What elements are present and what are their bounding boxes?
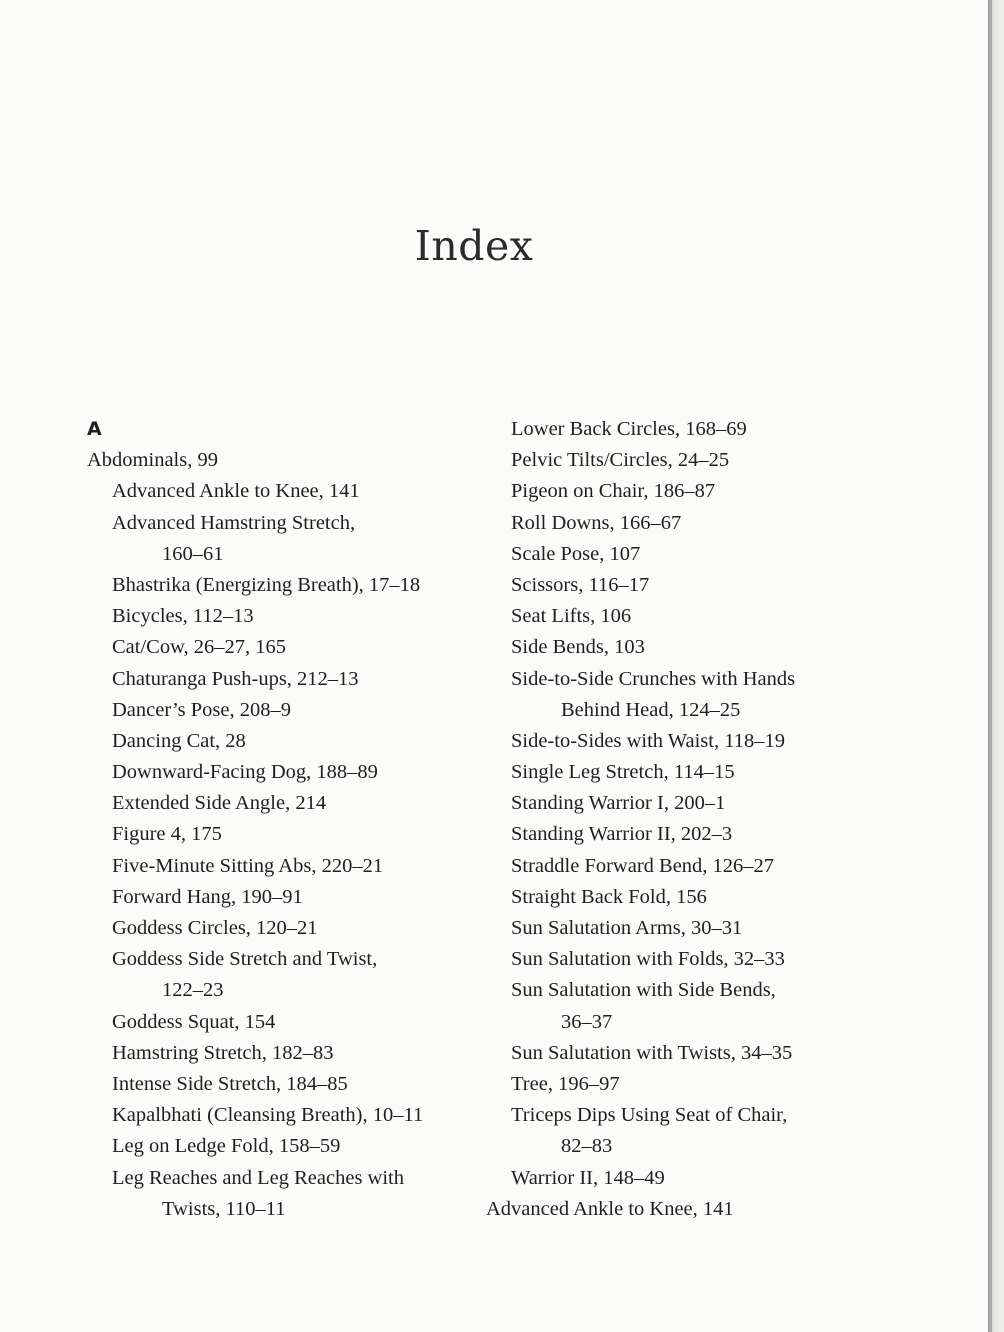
index-column-right [486,414,886,1225]
index-entry: Kapalbhati (Cleansing Breath), 10–11 [112,1104,424,1127]
index-entry: Standing Warrior I, 200–1 [511,792,726,815]
index-entry: Side-to-Side Crunches with Hands [511,667,796,690]
index-entry: Bhastrika (Energizing Breath), 17–18 [112,573,421,596]
index-entry: Twists, 110–11 [162,1197,286,1220]
index-entry: Intense Side Stretch, 184–85 [112,1072,348,1095]
index-entry: Advanced Hamstring Stretch, [112,511,356,534]
index-entry: Sun Salutation with Twists, 34–35 [511,1041,793,1064]
index-entry: Advanced Ankle to Knee, 141 [486,1197,734,1220]
index-entry: Leg Reaches and Leg Reaches with [112,1166,405,1189]
index-entry: Scale Pose, 107 [511,542,641,565]
index-entry: Sun Salutation with Folds, 32–33 [511,948,785,971]
index-entry: 82–83 [561,1135,613,1158]
index-entry: Lower Back Circles, 168–69 [511,418,747,440]
index-entry: Bicycles, 112–13 [112,605,254,628]
index-column-left [87,414,487,1225]
index-entry: 160–61 [162,542,224,565]
index-entry: Warrior II, 148–49 [511,1166,665,1189]
index-letter-heading: A [87,418,102,440]
index-entry: Goddess Squat, 154 [112,1010,276,1033]
index-entry: Tree, 196–97 [511,1072,620,1095]
index-entry: Seat Lifts, 106 [511,605,632,628]
index-entry: Roll Downs, 166–67 [511,511,682,534]
index-entry: Extended Side Angle, 214 [112,792,327,815]
index-entry: 36–37 [561,1010,613,1033]
index-entry: Figure 4, 175 [112,823,222,846]
index-entry: Goddess Circles, 120–21 [112,917,318,939]
index-entry: Scissors, 116–17 [511,573,650,596]
index-entry: Hamstring Stretch, 182–83 [112,1041,334,1064]
index-entry: Dancer’s Pose, 208–9 [112,698,291,721]
index-entry: Triceps Dips Using Seat of Chair, [511,1104,788,1127]
index-entry: Dancing Cat, 28 [112,729,246,752]
index-entry: Pigeon on Chair, 186–87 [511,480,716,503]
index-entry: Sun Salutation Arms, 30–31 [511,917,743,939]
index-entry: Side Bends, 103 [511,636,645,659]
index-entry: Five-Minute Sitting Abs, 220–21 [112,854,384,877]
index-entry: 122–23 [162,979,224,1002]
index-entry: Side-to-Sides with Waist, 118–19 [511,729,785,752]
index-entry: Single Leg Stretch, 114–15 [511,761,735,784]
page-title: Index [414,222,534,270]
index-entry: Sun Salutation with Side Bends, [511,979,776,1002]
index-entry: Standing Warrior II, 202–3 [511,823,733,846]
index-entry: Leg on Ledge Fold, 158–59 [112,1135,341,1158]
index-entry: Downward-Facing Dog, 188–89 [112,761,378,784]
index-entry: Goddess Side Stretch and Twist, [112,948,378,971]
page-edge [988,0,1004,1332]
index-entry: Forward Hang, 190–91 [112,885,303,908]
index-entry: Cat/Cow, 26–27, 165 [112,636,287,659]
index-entry: Advanced Ankle to Knee, 141 [112,480,360,503]
index-entry: Straight Back Fold, 156 [511,885,707,908]
index-entry: Straddle Forward Bend, 126–27 [511,854,775,877]
index-entry: Behind Head, 124–25 [561,698,741,721]
index-entry: Pelvic Tilts/Circles, 24–25 [511,449,730,472]
index-entry: Chaturanga Push-ups, 212–13 [112,667,359,690]
index-entry: Abdominals, 99 [87,449,218,472]
